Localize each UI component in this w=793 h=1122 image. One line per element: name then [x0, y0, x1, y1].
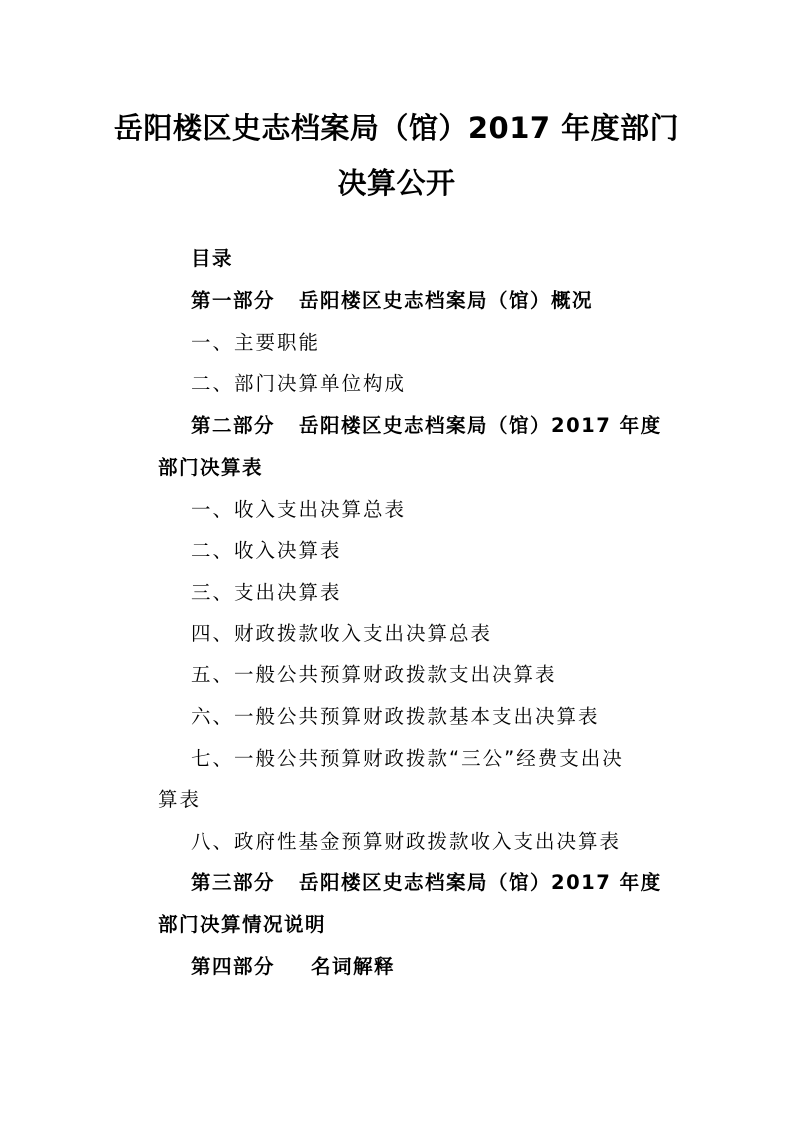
part4-label: 第四部分: [191, 955, 276, 978]
part3-heading: [191, 869, 662, 897]
part3-title-line1: 岳阳楼区史志档案局（馆）2017 年度: [299, 871, 662, 894]
toc-item-unit-composition: 二、部门决算单位构成: [191, 372, 407, 395]
part1-label: 第一部分: [191, 289, 276, 312]
toc-item-table-1: 一、收入支出决算总表: [191, 498, 407, 521]
toc-item-table-2: 二、收入决算表: [191, 539, 342, 562]
toc-item-table-6: 六、一般公共预算财政拨款基本支出决算表: [191, 705, 600, 728]
toc-heading: 目录: [191, 247, 234, 270]
part4-title: 名词解释: [311, 955, 396, 978]
part2-heading: [191, 412, 662, 440]
part3-label: 第三部分: [191, 871, 276, 894]
document-title-line1: 岳阳楼区史志档案局（馆）2017 年度部门: [113, 111, 680, 145]
part2-label: 第二部分: [191, 414, 276, 437]
part3-title-line2: 部门决算情况说明: [158, 913, 327, 936]
part2-title-line1: 岳阳楼区史志档案局（馆）2017 年度: [299, 414, 662, 437]
toc-item-main-functions: 一、主要职能: [191, 331, 321, 354]
document-title-line2: 决算公开: [337, 166, 456, 200]
toc-item-table-7-continued: 算表: [158, 788, 202, 811]
toc-item-table-3: 三、支出决算表: [191, 581, 342, 604]
toc-item-table-8: 八、政府性基金预算财政拨款收入支出决算表: [191, 830, 622, 853]
toc-item-table-7: 七、一般公共预算财政拨款“三公”经费支出决: [191, 747, 624, 770]
part2-title-line2: 部门决算表: [158, 456, 264, 479]
part4-heading: [191, 953, 395, 981]
part1-heading: [191, 287, 593, 315]
part1-title: 岳阳楼区史志档案局（馆）概况: [299, 289, 594, 312]
toc-item-table-4: 四、财政拨款收入支出决算总表: [191, 622, 493, 645]
toc-item-table-5: 五、一般公共预算财政拨款支出决算表: [191, 663, 557, 686]
